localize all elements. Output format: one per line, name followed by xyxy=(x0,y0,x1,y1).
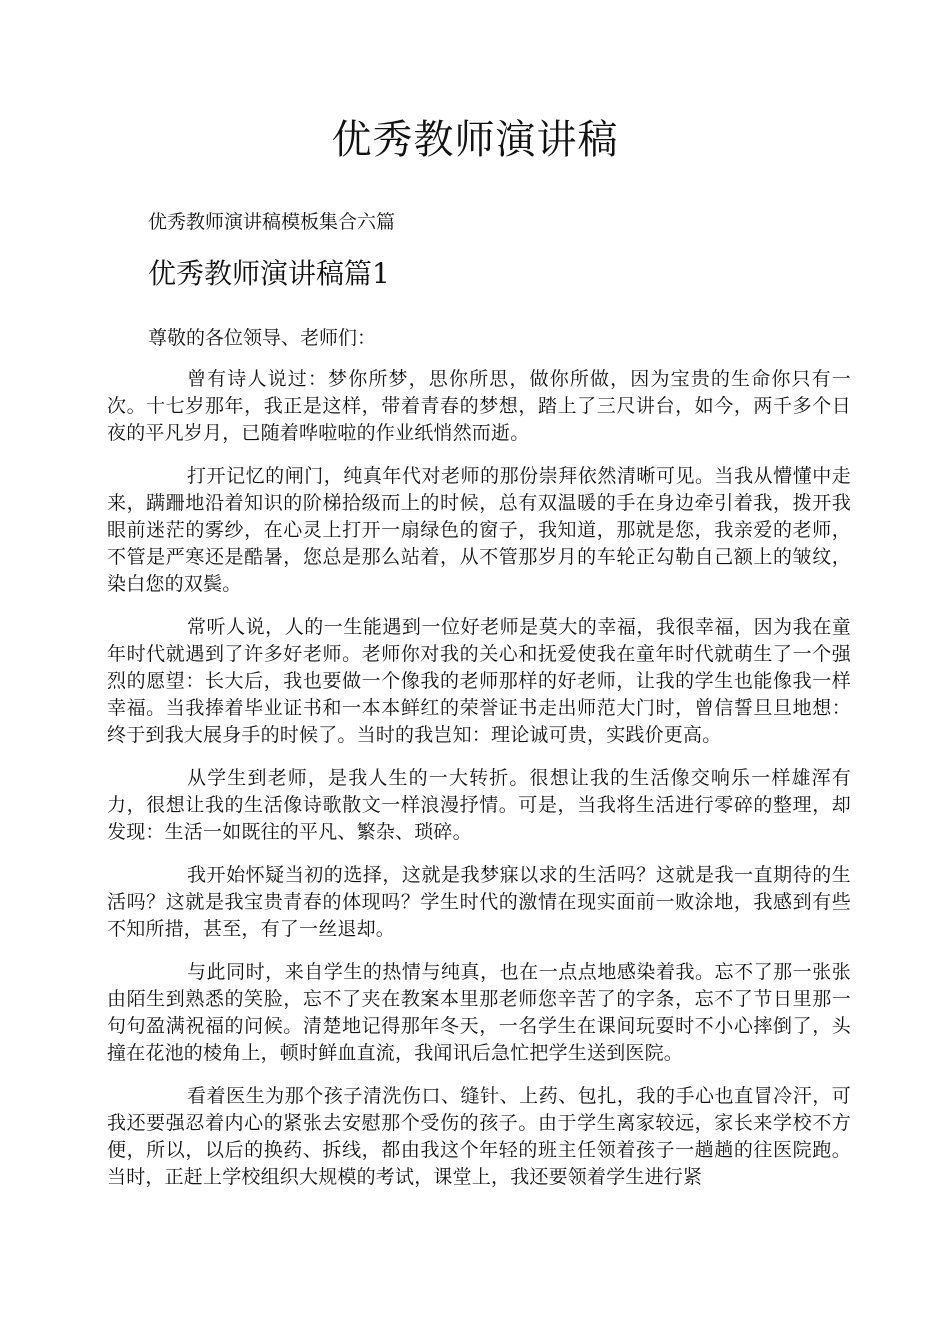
paragraph: 常听人说，人的一生能遇到一位好老师是莫大的幸福，我很幸福，因为我在童年时代就遇到了许多好老师。老师你对我的关心和抚爱使我在童年时代就萌生了一个强烈的愿望：长大后，我也要做一个像我的老师那样的好老师，让我的学生也能像我一样幸福。当我捧着毕业证书和一本本鲜红的荣誉证书走出师范大门时，曾信誓旦旦地想：终于到我大展身手的时候了。当时的我岂知：理论诚可贵，实践价更高。 xyxy=(107,616,851,746)
salutation: 尊敬的各位领导、老师们： xyxy=(148,327,377,349)
paragraph: 从学生到老师，是我人生的一大转折。很想让我的生活像交响乐一样雄浑有力，很想让我的生活像诗歌散文一样浪漫抒情。可是，当我将生活进行零碎的整理，却发现：生活一如既往的平凡、繁杂、琐碎。 xyxy=(107,767,851,843)
document-subtitle: 优秀教师演讲稿模板集合六篇 xyxy=(148,211,396,233)
paragraph: 曾有诗人说过：梦你所梦，思你所思，做你所做，因为宝贵的生命你只有一次。十七岁那年，我正是这样，带着青春的梦想，踏上了三尺讲台，如今，两千多个日夜的平凡岁月，已随着哗啦啦的作业纸悄然而逝。 xyxy=(107,368,851,444)
document-title: 优秀教师演讲稿 xyxy=(331,117,619,163)
paragraph: 看着医生为那个孩子清洗伤口、缝针、上药、包扎，我的手心也直冒冷汗，可我还要强忍着内心的紧张去安慰那个受伤的孩子。由于学生离家较远，家长来学校不方便，所以，以后的换药、拆线，都由我这个年轻的班主任领着孩子一趟趟的往医院跑。当时，正赶上学校组织大规模的考试，课堂上，我还要领着学生进行紧 xyxy=(107,1085,851,1188)
speech-body xyxy=(107,366,851,1207)
paragraph: 打开记忆的闸门，纯真年代对老师的那份崇拜依然清晰可见。当我从懵懂中走来，蹒跚地沿着知识的阶梯拾级而上的时候，总有双温暖的手在身边牵引着我，拨开我眼前迷茫的雾纱，在心灵上打开一扇绿色的窗子，我知道，那就是您，我亲爱的老师，不管是严寒还是酷暑，您总是那么站着，从不管那岁月的车轮正勾勒自己额上的皱纹，染白您的双鬓。 xyxy=(107,465,851,595)
paragraph: 我开始怀疑当初的选择，这就是我梦寐以求的生活吗？这就是我一直期待的生活吗？这就是我宝贵青春的体现吗？学生时代的激情在现实面前一败涂地，我感到有些不知所措，甚至，有了一丝退却。 xyxy=(107,864,851,940)
section-heading: 优秀教师演讲稿篇1 xyxy=(148,257,390,290)
paragraph: 与此同时，来自学生的热情与纯真，也在一点点地感染着我。忘不了那一张张由陌生到熟悉的笑脸，忘不了夹在教案本里那老师您辛苦了的字条，忘不了节日里那一句句盈满祝福的问候。清楚地记得那年冬天，一名学生在课间玩耍时不小心摔倒了，头撞在花池的棱角上，顿时鲜血直流，我闻讯后急忙把学生送到医院。 xyxy=(107,961,851,1064)
